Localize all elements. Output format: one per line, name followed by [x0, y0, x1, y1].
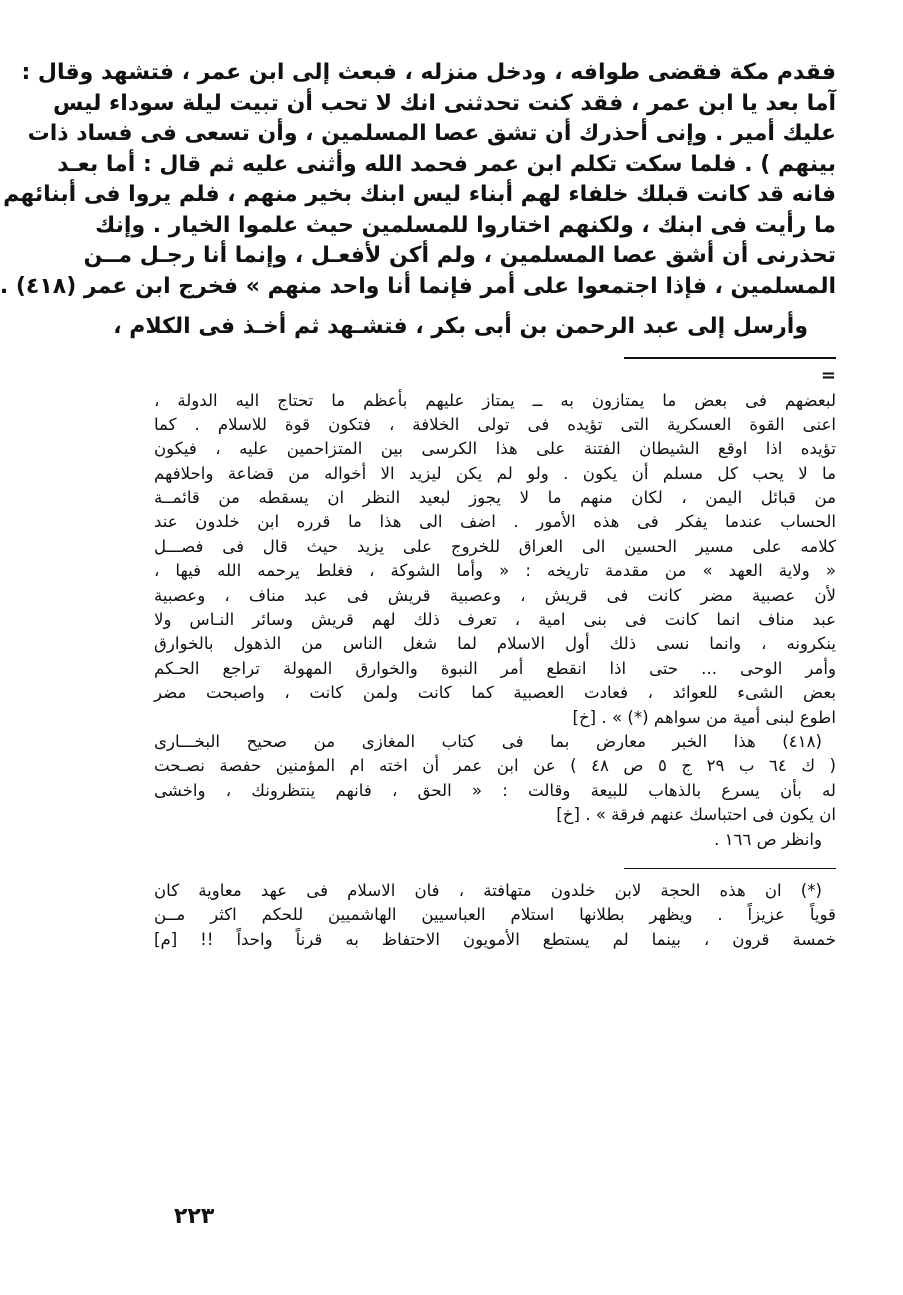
- footnote-line: ينكرونه ، وانما نسى ذلك أول الاسلام لما شغل الناس من الذهول بالخوارق: [154, 634, 836, 654]
- footnote-line: قوياً عزيزاً . ويظهر بطلانها استلام العباسيين الهاشميين للحكم اكثر مــن: [154, 905, 836, 925]
- footnote-line: بعض الشىء للعوائد ، فعادت العصبية كما كانت ولمن كانت ، واصبحت مضر: [154, 683, 836, 703]
- body-line: المسلمين ، فإذا اجتمعوا على أمر فإنما أنا واحد منهم » فخرج ابن عمر (٤١٨) .: [0, 273, 836, 299]
- body-line: وأرسل إلى عبد الرحمن بن أبى بكر ، فتشـهد ثم أخـذ فى الكلام ،: [113, 314, 808, 339]
- footnote-line: (٤١٨) هذا الخبر معارض بما فى كتاب المغازى من صحيح البخـــارى: [154, 731, 822, 751]
- footnote-line: (*) ان هذه الحجة لابن خلدون متهافتة ، فان الاسلام فى عهد معاوية كان: [154, 880, 822, 900]
- footnote-line: لبعضهم فى بعض ما يمتازون به ــ يمتاز عليهم بأعظم ما تحتاج اليه الدولة ،: [154, 390, 836, 410]
- body-line: تحذرنى أن أشق عصا المسلمين ، ولم أكن لأفعـل ، وإنما أنا رجـل مــن: [83, 243, 836, 268]
- body-line: فقدم مكة فقضى طوافه ، ودخل منزله ، فبعث إلى ابن عمر ، فتشهد وقال :: [21, 60, 836, 85]
- footnote-line: وأمر الوحى ... حتى اذا انقطع أمر النبوة والخوارق المهولة تراجع الحـكم: [154, 658, 836, 678]
- footnote-line: ان يكون فى احتباسك عنهم فرقة » . [خ]: [556, 805, 836, 825]
- footnote-continuation-mark: =: [820, 364, 836, 386]
- page-number: ٢٢٣: [174, 1204, 215, 1229]
- footnote-line: اطوع لبنى أمية من سواهم (*) » . [خ]: [572, 707, 836, 727]
- main-text: [0, 58, 836, 343]
- footnote-line: كلامه على مسير الحسين الى العراق للخروج على يزيد حيث قال فى فصـــل: [154, 536, 836, 556]
- footnote-line: الحساب عندما يفكر فى هذه الأمور . اضف الى هذا ما قرره ابن خلدون عند: [154, 512, 836, 532]
- footnote-line: لأن عصبية مضر كانت فى قريش ، وعصبية قريش فى عبد مناف ، وعصبية: [154, 585, 836, 605]
- footnote-continued: [154, 389, 836, 730]
- footnote-line: تؤيده اذا اوقع الشيطان الفتنة على هذا الكرسى بين المتزاحمين عليه ، فيكون: [154, 439, 836, 459]
- footnote-line: ( ك ٦٤ ب ٢٩ ج ٥ ص ٤٨ ) عن ابن عمر أن اخته ام المؤمنين حفصة نصـحت: [154, 756, 836, 776]
- body-line: آما بعد يا ابن عمر ، فقد كنت تحدثنى انك لا تحب أن تبيت ليلة سوداء ليس: [53, 90, 836, 116]
- footnote-line: له بأن يسرع بالذهاب للبيعة وقالت : « الحق ، فانهم ينتظرونك ، واخشى: [154, 780, 836, 800]
- footnote-line: اعنى القوة العسكرية التى تؤيده فى تولى الخلافة ، فتكون قوة للاسلام . كما: [154, 414, 836, 434]
- footnote-line: « ولاية العهد » من مقدمة تاريخه : « وأما الشوكة ، فغلط يرحمه الله فيها ،: [154, 561, 836, 581]
- footnote-line: ما لا يحب كل مسلم أن يكون . ولو لم يكن ليزيد الا أخواله من قضاعة واحلافهم: [154, 463, 836, 483]
- star-note: [154, 879, 836, 952]
- note-separator: [624, 868, 836, 869]
- footnote-line: عبد مناف انما كانت فى بنى امية ، تعرف ذلك لهم قريش وسائر النـاس ولا: [154, 610, 836, 630]
- body-line: فانه قد كانت قبلك خلفاء لهم أبناء ليس ابنك بخير منهم ، فلم يروا فى أبنائهم: [3, 182, 836, 207]
- page-content: [0, 58, 836, 952]
- footnote-line: خمسة قرون ، بينما لم يستطع الأمويون الاحتفاظ به قرناً واحداً !! [م]: [154, 929, 836, 949]
- body-line: ما رأيت فى ابنك ، ولكنهم اختاروا للمسلمين حيث علموا الخيار . وإنك: [95, 212, 836, 238]
- footnote-separator: [624, 357, 836, 359]
- footnote-418: [154, 730, 836, 852]
- footnote-line: وانظر ص ١٦٦ .: [714, 829, 822, 849]
- body-line: بينهم ) . فلما سكت تكلم ابن عمر فحمد الله وأثنى عليه ثم قال : أما بعـد: [57, 151, 836, 177]
- footnote-line: من قبائل اليمن ، لكان منهم ما لا يجوز لبعيد النظر ان يسقطه من قائمــة: [154, 488, 836, 508]
- body-line: عليك أمير . وإنى أحذرك أن تشق عصا المسلمين ، وأن تسعى فى فساد ذات: [27, 121, 836, 146]
